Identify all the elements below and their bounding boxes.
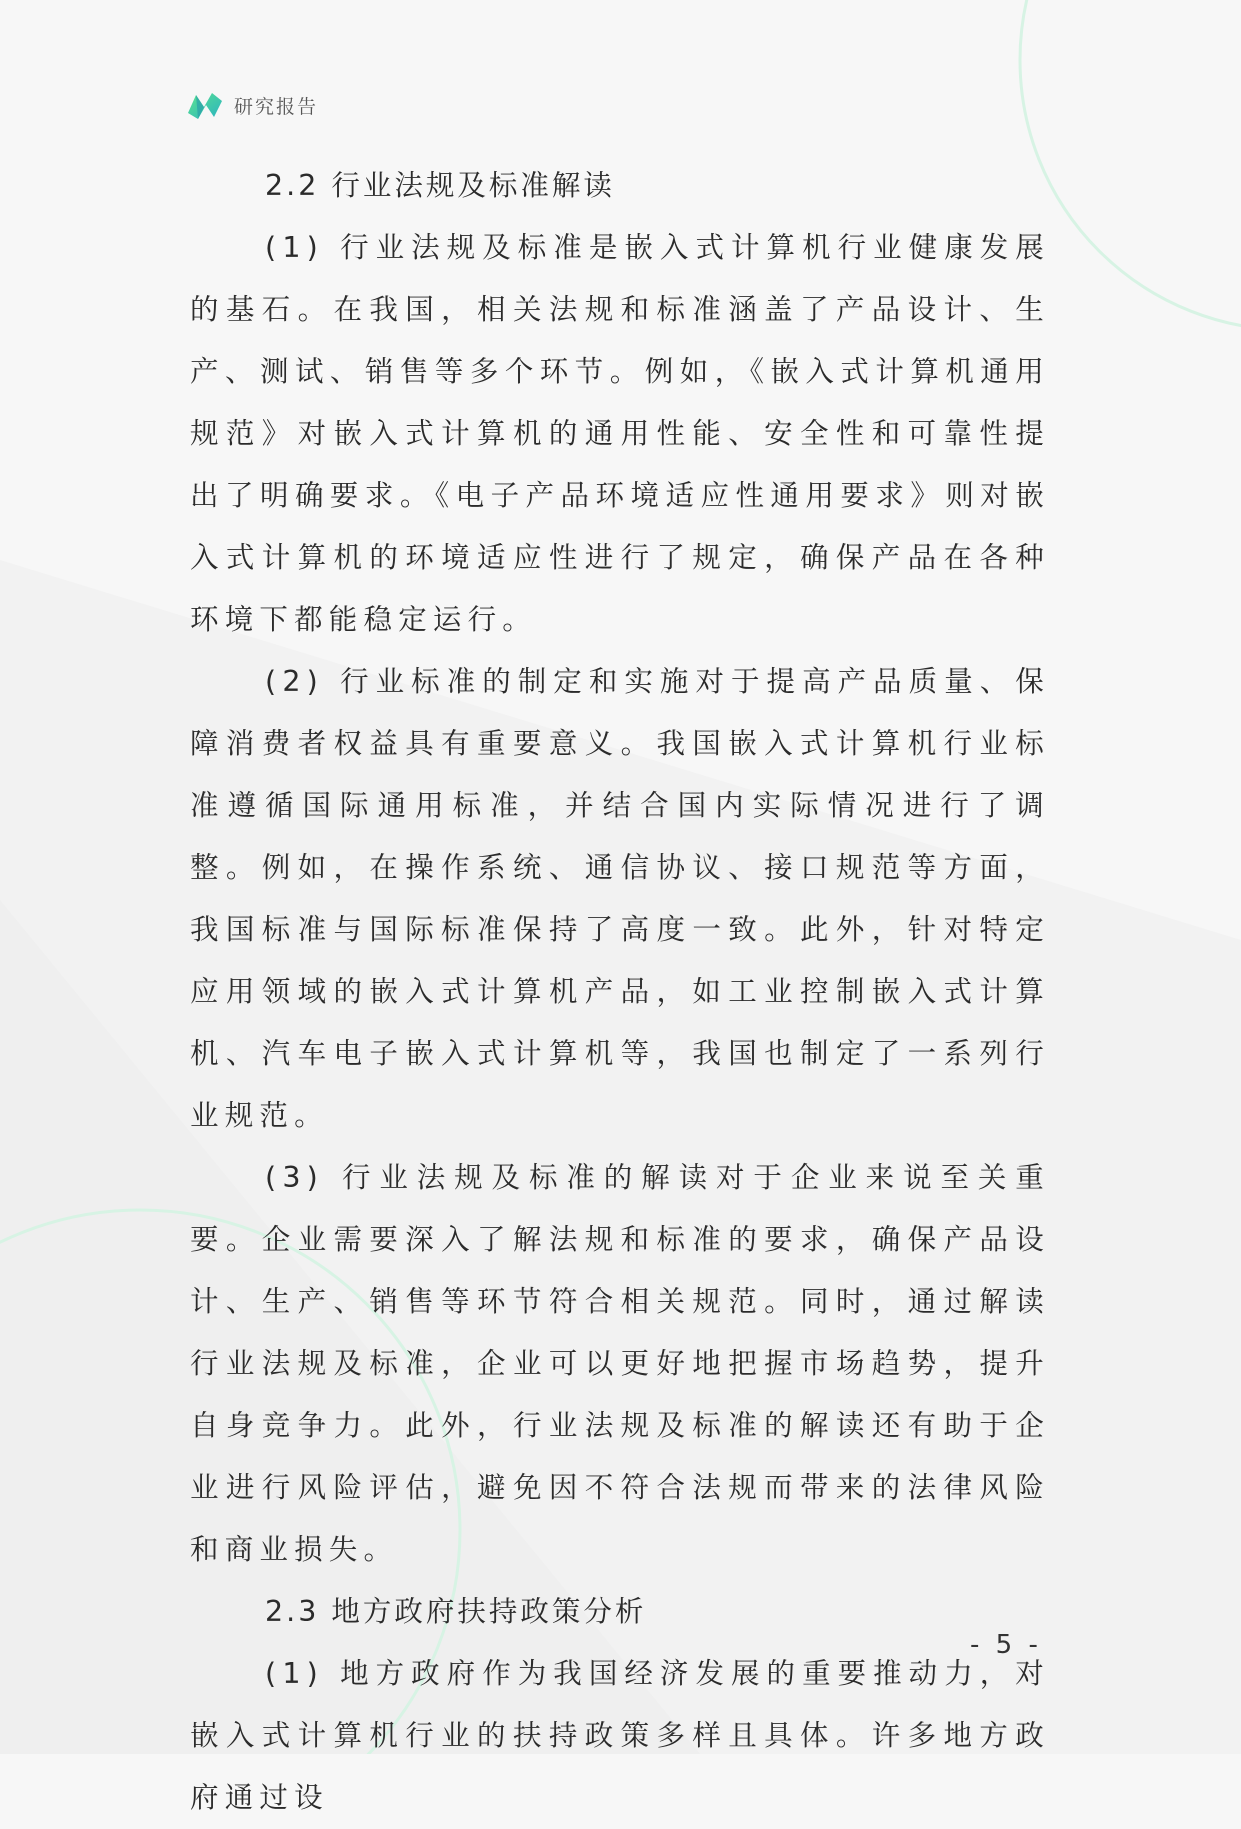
header-label: 研究报告 [234, 95, 319, 118]
paragraph: (3) 行业法规及标准的解读对于企业来说至关重要。企业需要深入了解法规和标准的要求，确保产品设计、生产、销售等环节符合相关规范。同时，通过解读行业法规及标准，企业可以更好地把握市场趋势，提升自身竞争力。此外，行业法规及标准的解读还有助于企业进行风险评估，避免因不符合法规而带来的法律风险和商业损失。 [190, 1161, 1050, 1566]
paragraph: (2) 行业标准的制定和实施对于提高产品质量、保障消费者权益具有重要意义。我国嵌入式计算机行业标准遵循国际通用标准，并结合国内实际情况进行了调整。例如，在操作系统、通信协议、接口规范等方面，我国标准与国际标准保持了高度一致。此外，针对特定应用领域的嵌入式计算机产品，如工业控制嵌入式计算机、汽车电子嵌入式计算机等，我国也制定了一系列行业规范。 [190, 665, 1050, 1132]
paragraph: (1) 地方政府作为我国经济发展的重要推动力，对嵌入式计算机行业的扶持政策多样且具体。许多地方政府通过设 [190, 1657, 1050, 1814]
page-number: - 5 - [970, 1630, 1042, 1660]
section-heading-2-3: 2.3 地方政府扶持政策分析 [265, 1595, 647, 1628]
section-heading-2-2: 2.2 行业法规及标准解读 [265, 169, 615, 202]
paragraph: (1) 行业法规及标准是嵌入式计算机行业健康发展的基石。在我国，相关法规和标准涵盖了产品设计、生产、测试、销售等多个环节。例如，《嵌入式计算机通用规范》对嵌入式计算机的通用性能、安全性和可靠性提出了明确要求。《电子产品环境适应性通用要求》则对嵌入式计算机的环境适应性进行了规定，确保产品在各种环境下都能稳定运行。 [190, 231, 1050, 636]
brand-logo-icon [186, 89, 224, 121]
page-header [186, 86, 318, 124]
document-body [190, 155, 1050, 1829]
